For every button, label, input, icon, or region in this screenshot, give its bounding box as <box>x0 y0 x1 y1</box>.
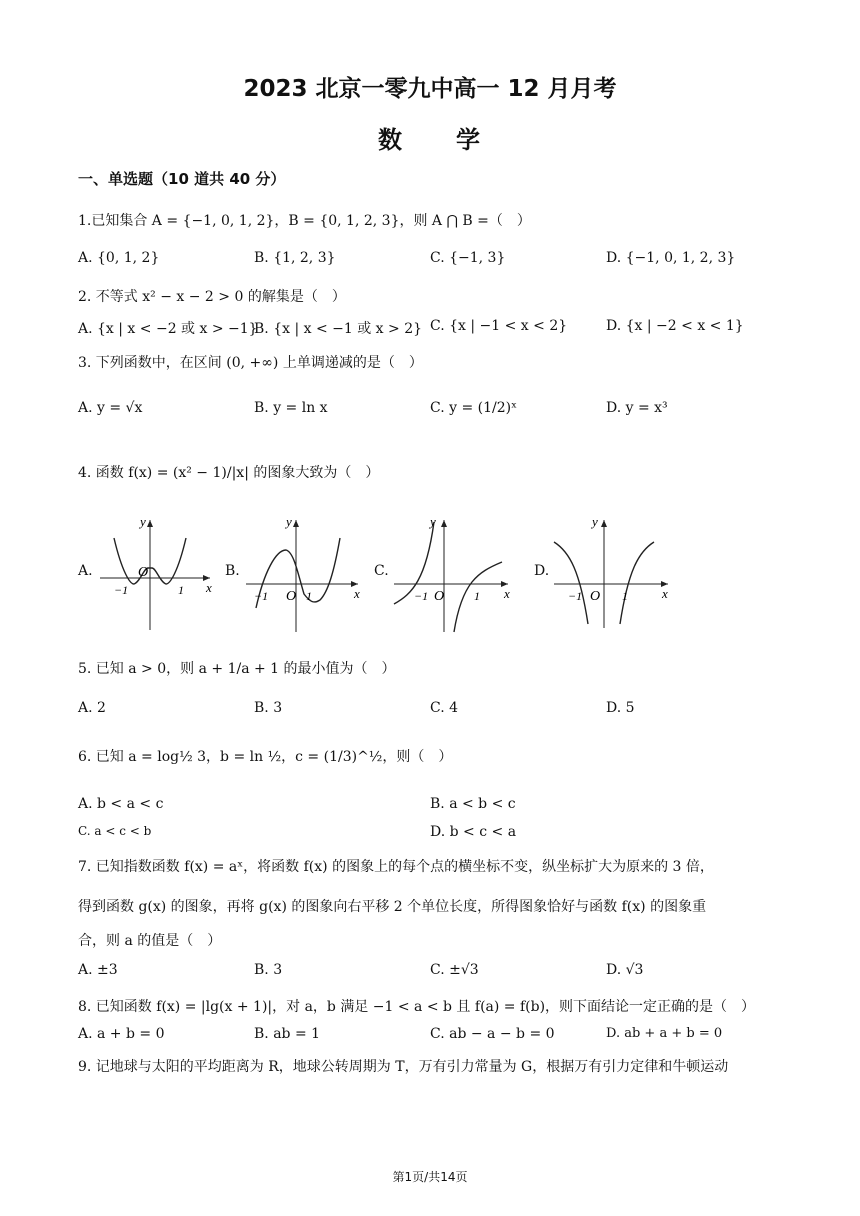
question-2-option-a: A. {x | x < −2 或 x > −1} <box>78 321 258 337</box>
question-5-option-d: D. 5 <box>606 700 635 716</box>
question-8-option-c: C. ab − a − b = 0 <box>430 1026 555 1042</box>
origin-label: O <box>590 589 601 604</box>
question-7-stem-line-2: 得到函数 g(x) 的图象，再将 g(x) 的图象向右平移 2 个单位长度，所得图象恰好与函数 f(x) 的图象重 <box>78 899 707 915</box>
question-6-stem: 6. 已知 a = log½ 3，b = ln ½，c = (1/3)^½，则（ ） <box>78 749 453 765</box>
axis-x-label: x <box>662 586 668 601</box>
question-5-option-a: A. 2 <box>78 700 106 716</box>
origin-label: O <box>286 589 297 604</box>
axis-x-label: x <box>354 586 360 601</box>
tick-neg-one: −1 <box>414 589 429 603</box>
graph-option-d <box>550 512 678 634</box>
question-7-stem-line-3: 合，则 a 的值是（ ） <box>78 933 222 949</box>
page-footer: 第1页/共14页 <box>392 1170 468 1184</box>
question-2-option-d: D. {x | −2 < x < 1} <box>606 318 744 334</box>
question-1-option-a: A. {0, 1, 2} <box>78 250 160 266</box>
question-4-stem: 4. 函数 f(x) = (x² − 1)/|x| 的图象大致为（ ） <box>78 465 380 481</box>
question-5-option-b: B. 3 <box>254 700 283 716</box>
tick-one: 1 <box>178 583 184 597</box>
tick-one: 1 <box>622 589 628 603</box>
question-2-option-b: B. {x | x < −1 或 x > 2} <box>254 321 423 337</box>
question-3-option-c: C. y = (1/2)ˣ <box>430 400 518 416</box>
section-heading: 一、单选题（10 道共 40 分） <box>78 170 286 188</box>
question-3-option-a: A. y = √x <box>78 400 143 416</box>
question-1-stem: 1.已知集合 A = {−1, 0, 1, 2}，B = {0, 1, 2, 3}，则 A ⋂ B =（ ） <box>78 213 531 229</box>
graph-option-b <box>240 512 368 634</box>
question-7-option-b: B. 3 <box>254 962 283 978</box>
question-4-option-a: A. <box>78 563 93 579</box>
question-9-stem: 9. 记地球与太阳的平均距离为 R，地球公转周期为 T，万有引力常量为 G，根据万有引力定律和牛顿运动 <box>78 1059 729 1075</box>
question-6-option-b: B. a < b < c <box>430 796 516 812</box>
tick-neg-one: −1 <box>254 589 269 603</box>
axis-x-label: x <box>504 586 510 601</box>
tick-one: 1 <box>474 589 480 603</box>
question-7-option-d: D. √3 <box>606 962 644 978</box>
question-3-option-b: B. y = ln x <box>254 400 328 416</box>
question-2-option-c: C. {x | −1 < x < 2} <box>430 318 568 334</box>
question-1-option-b: B. {1, 2, 3} <box>254 250 336 266</box>
question-3-stem: 3. 下列函数中，在区间 (0, +∞) 上单调递减的是（ ） <box>78 355 423 371</box>
subject-title: 数 学 <box>378 126 482 154</box>
origin-label: O <box>138 565 149 580</box>
question-8-option-a: A. a + b = 0 <box>78 1026 165 1042</box>
question-6-option-d: D. b < c < a <box>430 824 517 840</box>
axis-x-label: x <box>206 580 212 595</box>
question-4-option-d: D. <box>534 563 550 579</box>
axis-y-label: y <box>286 514 292 529</box>
graph-option-a <box>92 512 220 634</box>
question-6-option-c: C. a < c < b <box>78 824 152 838</box>
question-5-option-c: C. 4 <box>430 700 459 716</box>
question-8-option-b: B. ab = 1 <box>254 1026 321 1042</box>
question-8-option-d: D. ab + a + b = 0 <box>606 1026 723 1041</box>
origin-label: O <box>434 589 445 604</box>
question-4-option-b: B. <box>225 563 240 579</box>
question-3-option-d: D. y = x³ <box>606 400 668 416</box>
question-1-option-d: D. {−1, 0, 1, 2, 3} <box>606 250 736 266</box>
tick-neg-one: −1 <box>568 589 583 603</box>
question-8-stem: 8. 已知函数 f(x) = |lg(x + 1)|，对 a，b 满足 −1 < a < b 且 f(a) = f(b)，则下面结论一定正确的是（ ） <box>78 999 756 1015</box>
page-title: 2023 北京一零九中高一 12 月月考 <box>243 76 617 102</box>
axis-y-label: y <box>140 514 146 529</box>
question-7-option-a: A. ±3 <box>78 962 118 978</box>
question-5-stem: 5. 已知 a > 0，则 a + 1/a + 1 的最小值为（ ） <box>78 661 396 677</box>
graph-option-c <box>388 512 516 634</box>
question-2-stem: 2. 不等式 x² − x − 2 > 0 的解集是（ ） <box>78 289 346 305</box>
question-4-option-c: C. <box>374 563 389 579</box>
axis-y-label: y <box>430 514 436 529</box>
tick-neg-one: −1 <box>114 583 129 597</box>
question-1-option-c: C. {−1, 3} <box>430 250 506 266</box>
question-7-stem: 7. 已知指数函数 f(x) = aˣ，将函数 f(x) 的图象上的每个点的横坐标不变，纵坐标扩大为原来的 3 倍， <box>78 859 714 875</box>
axis-y-label: y <box>592 514 598 529</box>
question-6-option-a: A. b < a < c <box>78 796 164 812</box>
question-7-option-c: C. ±√3 <box>430 962 479 978</box>
tick-one: 1 <box>306 589 312 603</box>
